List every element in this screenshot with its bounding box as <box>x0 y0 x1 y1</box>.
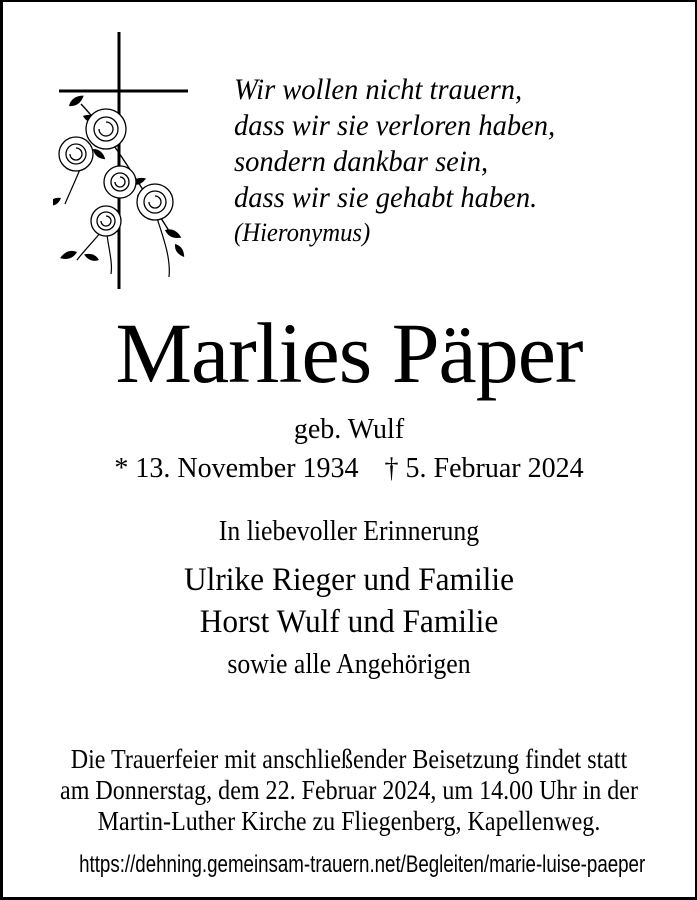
funeral-line: Martin-Luther Kirche zu Fliegenberg, Kapellenweg. <box>97 806 601 836</box>
funeral-details <box>41 744 657 837</box>
life-dates <box>3 452 695 486</box>
deceased-name: Marlies Päper <box>115 305 583 401</box>
cross-with-roses-icon <box>53 22 203 292</box>
remembrance-closing: sowie alle Angehörigen <box>227 649 471 680</box>
remembrance-heading: In liebevoller Erinnerung <box>218 516 480 547</box>
birth-date: * 13. November 1934 <box>114 453 359 484</box>
mourner-line: Horst Wulf und Familie <box>199 604 499 640</box>
memorial-url: https://dehning.gemeinsam-trauern.net/Begleiten/marie-luise-paeper <box>79 851 646 878</box>
quote-line: Wir wollen nicht trauern, <box>234 73 523 106</box>
quote-line: dass wir sie verloren haben, <box>234 109 556 142</box>
quote-attribution: (Hieronymus) <box>234 218 371 247</box>
quote-line: sondern dankbar sein, <box>234 145 489 178</box>
death-date: † 5. Februar 2024 <box>384 453 584 484</box>
funeral-line: Die Trauerfeier mit anschließender Beisetzung findet statt <box>70 744 628 774</box>
mourner-line: Ulrike Rieger und Familie <box>184 562 514 598</box>
memorial-quote <box>234 72 555 249</box>
funeral-line: am Donnerstag, dem 22. Februar 2024, um 14.00 Uhr in der <box>60 775 638 805</box>
maiden-name: geb. Wulf <box>293 414 405 445</box>
quote-line: dass wir sie gehabt haben. <box>234 181 538 214</box>
